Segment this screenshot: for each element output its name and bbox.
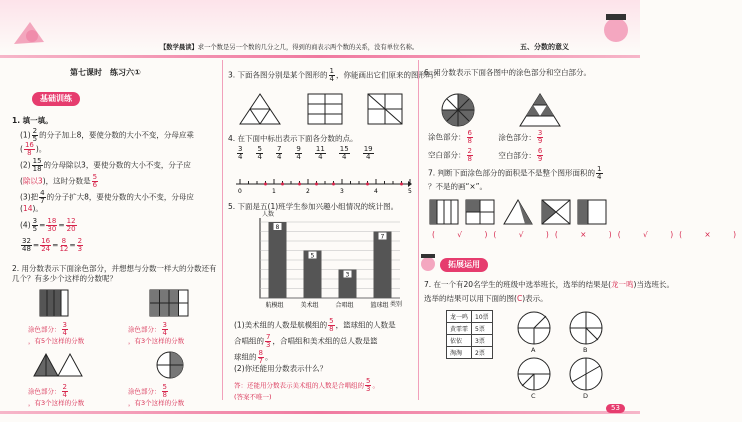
q6-row2: 空白部分： $\frac{2}{8}$ 空白部分： $\frac{6}{9}$ [428, 147, 543, 163]
q1-heading: 1. 填一填。 [12, 116, 53, 125]
q4-fraction-5: $\frac{15}{4}$ [339, 145, 349, 161]
vote-cell: 黄霏霏 [447, 323, 472, 335]
vote-row [447, 335, 493, 347]
fraction-point [281, 183, 284, 186]
q1-line3b: (14)。 [20, 204, 43, 213]
header-divider [0, 55, 640, 58]
pie-label-b: B [583, 346, 588, 354]
q5-s1-c: 球组的 $\frac{8}{7}$ 。 [234, 349, 273, 365]
fraction-point [366, 183, 369, 186]
q4-fraction-1: $\frac{5}{4}$ [257, 145, 262, 161]
judge-mark-2: ( × ) [554, 230, 612, 239]
q2-figure-circle [155, 350, 185, 380]
q6-judge-figures [430, 198, 610, 226]
q6-figures [440, 92, 590, 128]
q2-figure-triangles [34, 352, 84, 378]
pie-label-d: D [583, 392, 589, 400]
vote-row [447, 323, 493, 335]
q5-xlabel: 类别 [390, 301, 403, 308]
q2-figure-grid [150, 290, 190, 318]
category-label: 篮球组 [370, 302, 389, 309]
page-divider [222, 60, 223, 400]
judge-mark-4: ( × ) [679, 230, 737, 239]
q4-fraction-2: $\frac{7}{4}$ [276, 145, 282, 161]
page-divider-2 [418, 60, 419, 400]
q1-line5: $\frac{32}{48}$ = $\frac{16}{24}$ = $\frac{8}{12}$ = $\frac{2}{3}$ [22, 237, 83, 253]
tick-label: 2 [306, 188, 310, 195]
tick-label: 1 [272, 188, 276, 195]
bar-篮球组 [374, 232, 392, 299]
q1-line4: (4) $\frac{3}{5}$ = $\frac{18}{30}$ = $\frac{12}{20}$ [20, 217, 76, 233]
vote-row [447, 347, 493, 359]
q2-caption-2: 涂色部分： $\frac{3}{4}$ ，有3个这样的分数 [128, 321, 185, 345]
footer-divider [0, 411, 640, 414]
q2-heading: 2. 用分数表示下面涂色部分，并想想与分数一样大的分数还有几个？有多少个这样的分数呢？ [12, 264, 217, 284]
extend-badge: 拓展运用 [440, 258, 488, 272]
bar-value: 7 [380, 233, 385, 241]
bar-value: 3 [345, 271, 350, 279]
judge-mark-0: ( √ ) [432, 230, 488, 239]
tick-label: 5 [408, 188, 412, 195]
vote-cell: 3票 [472, 335, 493, 347]
q5-s2: (2)你还能用分数表示什么？ [234, 364, 328, 373]
mascot-right [596, 10, 636, 50]
tick-label: 4 [374, 188, 378, 195]
category-label: 美术组 [300, 302, 319, 309]
pie-label-c: C [531, 392, 536, 400]
q1-line1: (1) $\frac{2}{5}$ 的分子加上8，要使分数的大小不变，分母应乘 [20, 127, 194, 143]
vote-row [447, 311, 493, 323]
basic-badge: 基础训练 [32, 92, 80, 106]
q5-s2-note: (答案不唯一) [234, 393, 272, 401]
vote-table [446, 310, 493, 359]
bar-value: 8 [275, 224, 280, 231]
vote-cell: 龙一鸣 [447, 311, 472, 323]
vote-cell: 依依 [447, 335, 472, 347]
q1-line2: (2) $\frac{15}{18}$ 的分母除以3，要使分数的大小不变，分子应 [20, 157, 191, 173]
tick-label: 0 [238, 188, 242, 195]
q2-figure-square [40, 290, 70, 318]
q2-caption-4: 涂色部分： $\frac{5}{8}$ ，有3个这样的分数 [128, 383, 185, 407]
q4-fraction-0: $\frac{3}{4}$ [238, 145, 243, 161]
judge-mark-3: ( √ ) [617, 230, 674, 239]
q5-s2-answer: 答：还能用分数表示美术组的人数是合唱组的 $\frac{5}{3}$ 。 [234, 377, 379, 393]
vote-cell: 2票 [472, 347, 493, 359]
bar-航模组 [269, 222, 287, 298]
fraction-point [332, 183, 335, 186]
fraction-point [400, 183, 403, 186]
fraction-point [315, 183, 318, 186]
q4-fraction-6: $\frac{19}{4}$ [363, 145, 373, 161]
q7-line2: 选举的结果可以用下面的图(C)表示。 [424, 294, 548, 303]
q4-number-line [232, 168, 412, 194]
judge-mark-1: ( √ ) [493, 230, 549, 239]
q6-judge: 7. 判断下面涂色部分的面积是不是整个图形面积的 $\frac{1}{4}$ [428, 165, 602, 181]
q2-caption-1: 涂色部分： $\frac{3}{4}$ ，有5个这样的分数 [28, 321, 85, 345]
extend-mascot [418, 252, 438, 272]
q1-line2b: (除以3)，这时分数是 $\frac{5}{6}$ [20, 173, 98, 189]
q3-heading: 3. 下面各图分别是某个图形的 $\frac{1}{4}$ ，你能画出它们原来的图形吗？ [228, 67, 442, 83]
q6-marks [432, 230, 742, 240]
q5-bar-chart [240, 212, 410, 312]
q1-line1b: ( $\frac{16}{8}$ )。 [20, 141, 47, 157]
q4-fraction-3: $\frac{9}{4}$ [296, 145, 301, 161]
vote-cell: 5票 [472, 323, 493, 335]
tip-text: 求一个数是另一个数的几分之几，得到的商表示两个数的关系，没有单位名称。 [197, 44, 419, 51]
unit-title: 五、分数的意义 [520, 43, 569, 51]
pie-label-a: A [531, 346, 536, 354]
fraction-point [298, 183, 301, 186]
q3-figures [238, 92, 408, 126]
q5-s1-b: 合唱组的 $\frac{7}{3}$ ，合唱组和美术组的总人数是篮 [234, 333, 378, 349]
q1-line3: (3)把 $\frac{4}{7}$ 的分子扩大8，要使分数的大小不变，分母应 [20, 189, 194, 205]
bar-value: 5 [310, 252, 315, 260]
q7-heading: 7. 在一个有20名学生的班级中选举班长，选举的结果是(龙一鸣)当选班长。 [424, 280, 674, 289]
q5-heading: 5. 下面是五(1)班学生参加兴趣小组情况的统计图。 [228, 202, 399, 211]
q7-pies [512, 308, 612, 408]
q4-fraction-list [236, 146, 386, 161]
category-label: 航模组 [265, 302, 284, 309]
q5-s1: (1)美术组的人数是航模组的 $\frac{5}{8}$ ，篮球组的人数是 [234, 317, 396, 333]
vote-cell: 10票 [472, 311, 493, 323]
tick-label: 3 [340, 188, 344, 195]
mascot-left [10, 16, 54, 50]
page-number: 53 [606, 404, 625, 413]
fraction-point [264, 183, 267, 186]
q4-fraction-4: $\frac{11}{4}$ [315, 145, 325, 161]
q4-heading: 4. 在下面中标出表示下面各分数的点。 [228, 134, 358, 143]
q6-heading: 6. 用分数表示下面各图中的涂色部分和空白部分。 [424, 68, 592, 77]
vote-cell: 淘淘 [447, 347, 472, 359]
reading-tip [160, 44, 418, 53]
q6-row1: 涂色部分： $\frac{6}{8}$ 涂色部分： $\frac{3}{9}$ [428, 129, 543, 145]
q2-caption-3: 涂色部分： $\frac{2}{4}$ ，有3个这样的分数 [28, 383, 85, 407]
q5-ylabel: 人数 [262, 211, 275, 218]
q6-judge-b: ？不是的画“×”。 [428, 182, 488, 191]
tip-label: 【数学晨读】 [160, 44, 198, 51]
lesson-title: 第七课时 练习六① [70, 68, 141, 77]
category-label: 合唱组 [335, 302, 354, 309]
